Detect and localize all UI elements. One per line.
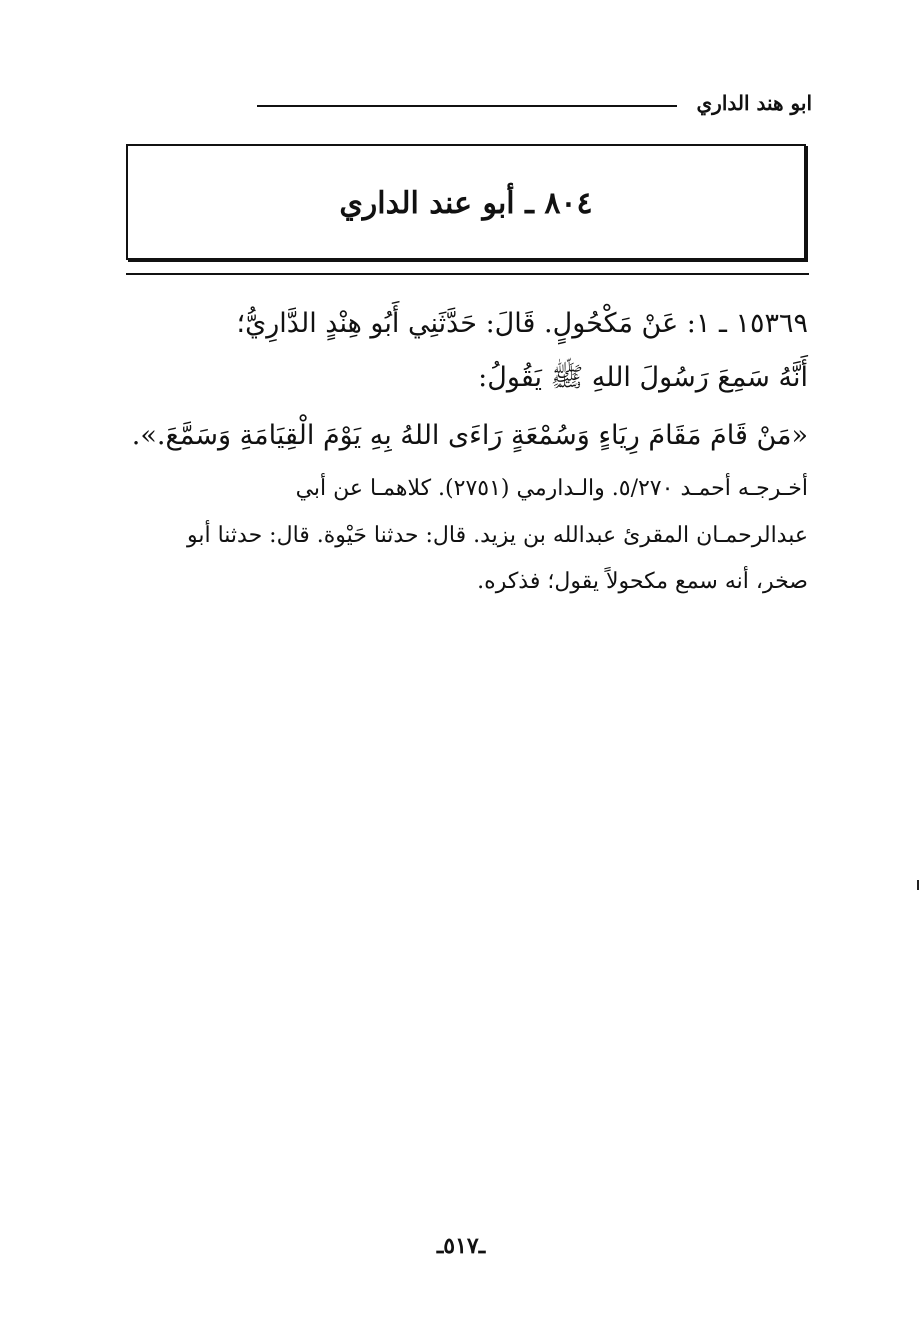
takhrij-line-3: صخر، أنه سمع مكحولاً يقول؛ فذكره. (477, 569, 808, 594)
page-title: ٨٠٤ ـ أبو عند الداري (339, 186, 593, 221)
hadith-matn: «مَنْ قَامَ مَقَامَ رِيَاءٍ وَسُمْعَةٍ رَاءَى اللهُ بِهِ يَوْمَ الْقِيَامَةِ وَسَمَّعَ.». (131, 420, 808, 451)
scan-margin-mark (917, 880, 919, 890)
takhrij-line-2: عبدالرحمـان المقرئ عبدالله بن يزيد. قال: حدثنا حَيْوة. قال: حدثنا أبو (186, 523, 808, 548)
hadith-line-1: ١٥٣٦٩ ـ ١: عَنْ مَكْحُولٍ. قَالَ: حَدَّثَنِي أَبُو هِنْدٍ الدَّارِيُّ؛ (236, 308, 808, 339)
running-title: ابو هند الداري (696, 91, 812, 115)
page-number: ـ٥١٧ـ (436, 1233, 486, 1259)
hadith-line-2: أَنَّهُ سَمِعَ رَسُولَ اللهِ ﷺ يَقُولُ: (478, 362, 808, 393)
header-rule (257, 105, 677, 107)
title-box (126, 144, 806, 260)
running-header (120, 88, 812, 118)
takhrij-line-1: أخـرجـه أحمـد ٥/٢٧٠. والـدارمي (٢٧٥١). كلاهمـا عن أبي (295, 476, 808, 501)
title-divider (126, 273, 809, 275)
